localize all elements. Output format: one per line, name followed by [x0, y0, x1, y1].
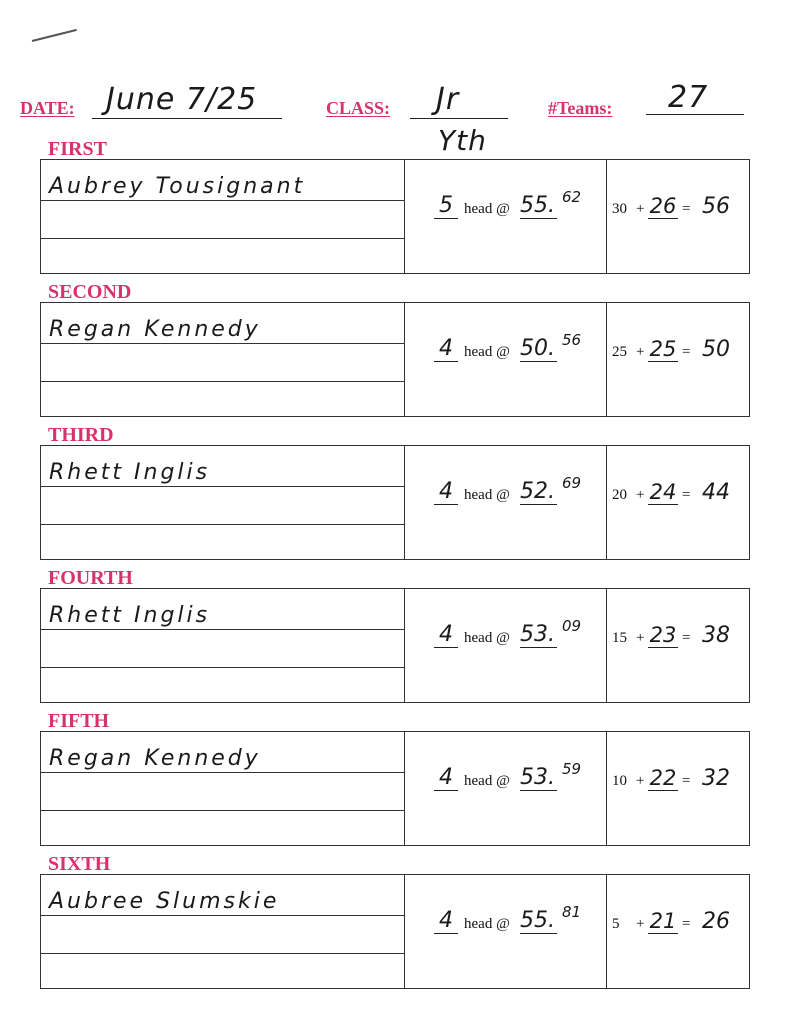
placing-label: THIRD	[48, 424, 114, 446]
added-points: 24	[649, 480, 677, 504]
name-rule-1	[41, 486, 404, 487]
equals-sign: =	[682, 344, 691, 360]
exhibitor-name: Regan Kennedy	[49, 746, 261, 771]
added-points: 23	[649, 623, 677, 647]
points-column	[606, 732, 749, 845]
teams-label: #Teams:	[548, 98, 613, 118]
head-count: 5	[434, 194, 458, 219]
placing-entry-box	[40, 731, 750, 846]
name-rule-1	[41, 772, 404, 773]
placing-label: FOURTH	[48, 567, 133, 589]
head-word: head @	[464, 630, 510, 646]
total-points: 32	[702, 766, 730, 791]
placing-label: FIRST	[48, 138, 107, 160]
head-weight-cents: 62	[562, 188, 582, 206]
added-points: 21	[649, 909, 677, 933]
name-column	[41, 732, 405, 845]
plus-sign: +	[636, 344, 645, 360]
equals-sign: =	[682, 916, 691, 932]
equals-sign: =	[682, 773, 691, 789]
head-weight-cents: 56	[562, 331, 582, 349]
placing-entry-box	[40, 302, 750, 417]
head-column	[404, 160, 607, 273]
total-points: 26	[702, 909, 730, 934]
head-column	[404, 589, 607, 702]
exhibitor-name: Regan Kennedy	[49, 317, 261, 342]
name-rule-2	[41, 953, 404, 954]
exhibitor-name: Rhett Inglis	[49, 603, 211, 628]
head-column	[404, 875, 607, 988]
plus-sign: +	[636, 630, 645, 646]
equals-sign: =	[682, 630, 691, 646]
head-column	[404, 303, 607, 416]
name-column	[41, 446, 405, 559]
head-word: head @	[464, 916, 510, 932]
head-weight: 52.	[520, 479, 555, 504]
head-word: head @	[464, 773, 510, 789]
name-column	[41, 875, 405, 988]
date-label: DATE:	[20, 98, 75, 118]
plus-sign: +	[636, 916, 645, 932]
exhibitor-name: Rhett Inglis	[49, 460, 211, 485]
base-points: 25	[612, 344, 627, 360]
teams-value: 27	[668, 80, 709, 115]
head-column	[404, 732, 607, 845]
date-value: June 7/25	[106, 82, 258, 117]
points-column	[606, 875, 749, 988]
added-points: 26	[649, 194, 677, 218]
head-weight-cents: 81	[562, 903, 582, 921]
placing-label: FIFTH	[48, 710, 110, 732]
plus-sign: +	[636, 201, 645, 217]
head-weight-cents: 69	[562, 474, 582, 492]
placing-label: SIXTH	[48, 853, 111, 875]
points-column	[606, 589, 749, 702]
name-rule-2	[41, 667, 404, 668]
head-weight: 55.	[520, 908, 555, 933]
head-weight: 50.	[520, 336, 555, 361]
head-column	[404, 446, 607, 559]
head-word: head @	[464, 201, 510, 217]
head-count: 4	[434, 480, 458, 505]
exhibitor-name: Aubree Slumskie	[49, 889, 280, 914]
base-points: 15	[612, 630, 627, 646]
placing-entry-box	[40, 874, 750, 989]
total-points: 50	[702, 337, 730, 362]
name-rule-1	[41, 629, 404, 630]
points-column	[606, 160, 749, 273]
head-count: 4	[434, 909, 458, 934]
class-value: Jr	[436, 82, 460, 117]
exhibitor-name: Aubrey Tousignant	[49, 174, 306, 199]
date-underline	[92, 118, 282, 119]
points-column	[606, 303, 749, 416]
head-weight: 55.	[520, 193, 555, 218]
name-rule-1	[41, 915, 404, 916]
name-rule-2	[41, 524, 404, 525]
name-column	[41, 589, 405, 702]
total-points: 56	[702, 194, 730, 219]
name-column	[41, 303, 405, 416]
equals-sign: =	[682, 201, 691, 217]
base-points: 10	[612, 773, 627, 789]
equals-sign: =	[682, 487, 691, 503]
head-word: head @	[464, 344, 510, 360]
points-column	[606, 446, 749, 559]
total-points: 38	[702, 623, 730, 648]
head-word: head @	[464, 487, 510, 503]
head-weight: 53.	[520, 622, 555, 647]
class-label: CLASS:	[326, 98, 391, 118]
name-rule-1	[41, 343, 404, 344]
head-count: 4	[434, 337, 458, 362]
name-rule-2	[41, 810, 404, 811]
name-rule-2	[41, 238, 404, 239]
placing-entry-box	[40, 159, 750, 274]
base-points: 30	[612, 201, 627, 217]
base-points: 20	[612, 487, 627, 503]
head-weight: 53.	[520, 765, 555, 790]
plus-sign: +	[636, 487, 645, 503]
name-column	[41, 160, 405, 273]
class-underline	[410, 118, 508, 119]
placing-label: SECOND	[48, 281, 132, 303]
plus-sign: +	[636, 773, 645, 789]
head-weight-cents: 09	[562, 617, 582, 635]
stray-pen-mark	[32, 29, 77, 42]
total-points: 44	[702, 480, 730, 505]
name-rule-2	[41, 381, 404, 382]
class-value-line2: Yth	[438, 124, 487, 157]
placing-entry-box	[40, 588, 750, 703]
name-rule-1	[41, 200, 404, 201]
head-count: 4	[434, 766, 458, 791]
placing-entry-box	[40, 445, 750, 560]
added-points: 22	[649, 766, 677, 790]
head-weight-cents: 59	[562, 760, 582, 778]
base-points: 5	[612, 916, 620, 932]
added-points: 25	[649, 337, 677, 361]
head-count: 4	[434, 623, 458, 648]
